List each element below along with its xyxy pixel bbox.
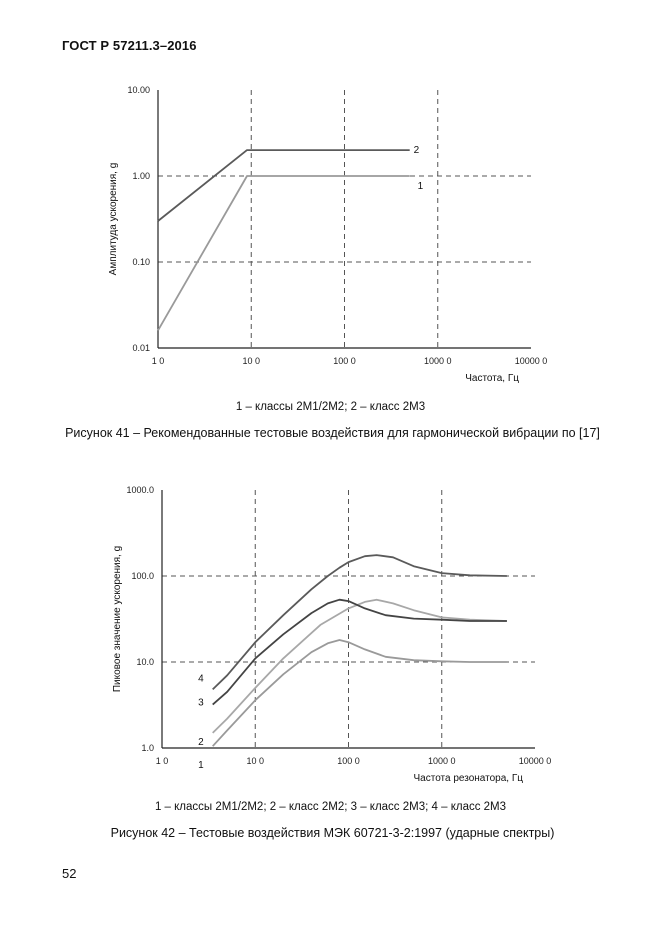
series-4-line (213, 555, 507, 689)
chart-41-svg (0, 78, 661, 398)
x-tick-label: 1 0 (151, 356, 165, 366)
x-axis-title: Частота резонатора, Гц (413, 773, 523, 784)
x-tick-label: 10000 0 (518, 756, 552, 766)
series-1-line (158, 176, 410, 330)
series-3-label: 3 (198, 697, 204, 709)
document-header: ГОСТ Р 57211.3–2016 (62, 38, 197, 53)
figure-41-caption: Рисунок 41 – Рекомендованные тестовые воздействия для гармонической вибрации по [17] (65, 426, 600, 440)
chart-42-svg (0, 478, 661, 788)
series-2-label: 2 (413, 145, 420, 157)
x-tick-label: 10 0 (246, 756, 265, 766)
figure-42-caption: Рисунок 42 – Тестовые воздействия МЭК 60721-3-2:1997 (ударные спектры) (110, 826, 555, 840)
figure-41-legend: 1 – классы 2М1/2М2; 2 – класс 2М3 (235, 401, 426, 413)
y-tick-label: 100.0 (131, 571, 154, 581)
y-tick-label: 10.00 (127, 85, 150, 95)
x-tick-label: 1 0 (155, 756, 169, 766)
y-tick-label: 0.10 (132, 257, 150, 267)
series-1-label: 1 (417, 181, 424, 192)
series-3-line (213, 600, 507, 705)
x-tick-label: 10000 0 (514, 356, 548, 366)
series-2-line (213, 600, 507, 733)
series-4-label: 4 (198, 673, 204, 685)
page-number: 52 (62, 866, 77, 881)
x-tick-label: 100 0 (337, 756, 360, 766)
y-tick-label: 1.00 (132, 171, 150, 181)
y-axis-title: Амплитуда ускорения, g (108, 162, 119, 276)
x-tick-label: 100 0 (333, 356, 356, 366)
y-axis-title: Пиковое значение ускорения, g (112, 545, 123, 693)
y-tick-label: 0.01 (132, 343, 150, 353)
x-axis-title: Частота, Гц (465, 373, 519, 384)
x-tick-label: 1000 0 (423, 356, 452, 366)
series-1-label: 1 (198, 760, 204, 772)
figure-42-legend: 1 – классы 2М1/2М2; 2 – класс 2М2; 3 – класс 2М3; 4 – класс 2М3 (154, 801, 507, 813)
figure-42-chart (0, 478, 661, 788)
y-tick-label: 10.0 (136, 657, 154, 667)
figure-41-chart (0, 78, 661, 398)
series-2-line (158, 150, 410, 221)
series-2-label: 2 (198, 736, 204, 748)
y-tick-label: 1.0 (141, 743, 154, 753)
y-tick-label: 1000.0 (126, 485, 154, 495)
x-tick-label: 10 0 (242, 356, 261, 366)
x-tick-label: 1000 0 (427, 756, 456, 766)
